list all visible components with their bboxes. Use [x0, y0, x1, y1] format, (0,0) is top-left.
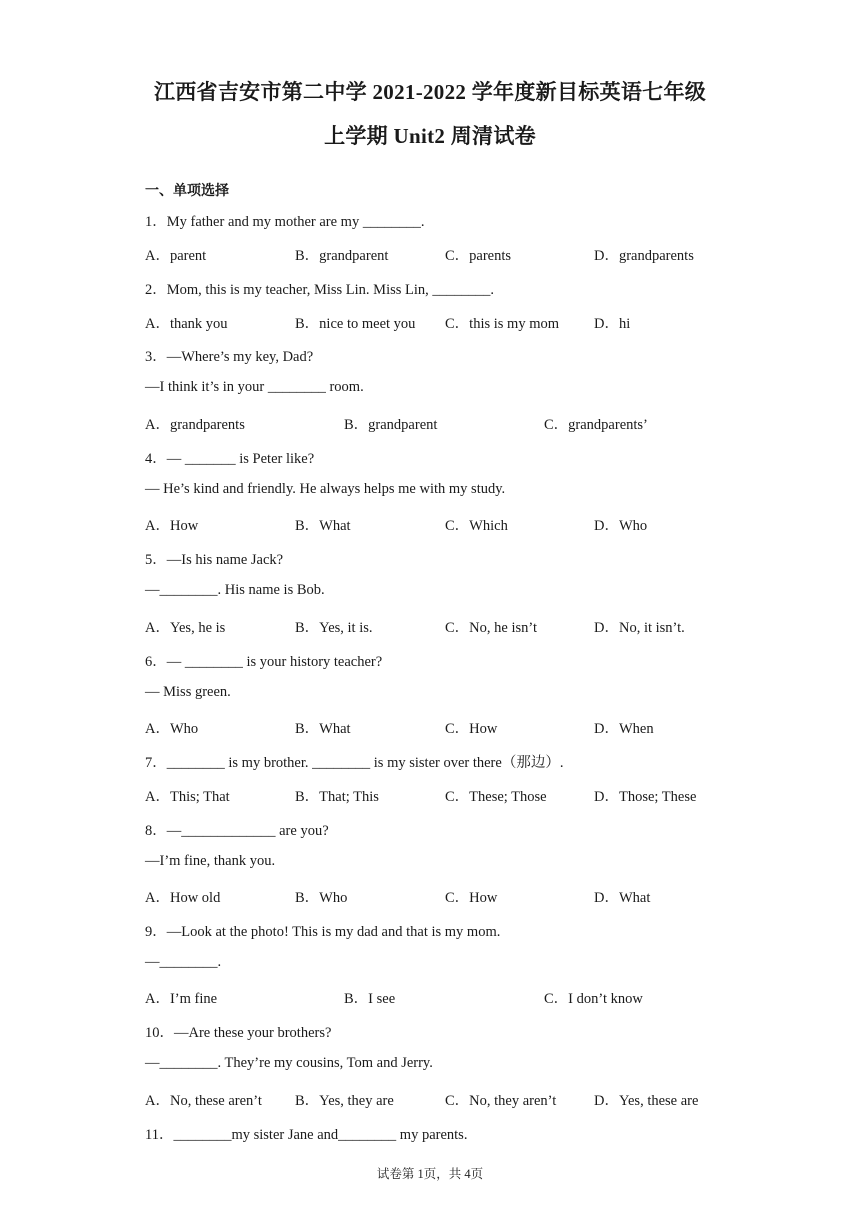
page-subtitle: 上学期 Unit2 周清试卷 [324, 124, 536, 148]
question-8: 8．—_____________ are you? [145, 823, 329, 839]
q8-option-d: D．What [594, 890, 651, 906]
q4-option-d: D．Who [594, 518, 648, 534]
q5-option-b: B．Yes, it is. [295, 620, 373, 636]
q4-option-c: C．Which [445, 518, 508, 534]
question-11: 11．________my sister Jane and________ my parents. [145, 1127, 468, 1143]
q5-option-d: D．No, it isn’t. [594, 620, 685, 636]
q10-option-b: B．Yes, they are [295, 1093, 394, 1109]
q4-option-a: A．How [145, 518, 199, 534]
question-9: 9．—Look at the photo! This is my dad and that is my mom. [145, 924, 501, 940]
q9-option-c: C．I don’t know [544, 991, 643, 1007]
question-1: 1．My father and my mother are my ________. [145, 214, 425, 230]
question-10-line-2: —________. They’re my cousins, Tom and Jerry. [145, 1055, 433, 1071]
question-5: 5．—Is his name Jack? [145, 552, 284, 568]
q1-option-c: C．parents [445, 248, 512, 264]
q9-option-b: B．I see [344, 991, 396, 1007]
q1-option-a: A．parent [145, 248, 207, 264]
section-heading: 一、单项选择 [145, 183, 229, 199]
q8-option-a: A．How old [145, 890, 221, 906]
q7-option-b: B．That; This [295, 789, 379, 805]
question-6: 6．— ________ is your history teacher? [145, 654, 383, 670]
q8-option-c: C．How [445, 890, 498, 906]
q3-option-a: A．grandparents [145, 417, 245, 433]
question-3: 3．—Where’s my key, Dad? [145, 349, 314, 365]
question-5-line-2: —________. His name is Bob. [145, 582, 325, 598]
q6-option-a: A．Who [145, 721, 199, 737]
question-4-line-2: — He’s kind and friendly. He always helps me with my study. [145, 481, 506, 497]
q4-option-b: B．What [295, 518, 351, 534]
question-2: 2．Mom, this is my teacher, Miss Lin. Miss Lin, ________. [145, 282, 495, 298]
q6-option-d: D．When [594, 721, 654, 737]
page-footer: 试卷第 1页，共 4页 [376, 1167, 484, 1181]
page-title: 江西省吉安市第二中学 2021-2022 学年度新目标英语七年级 [153, 80, 707, 104]
q10-option-a: A．No, these aren’t [145, 1093, 262, 1109]
q3-option-b: B．grandparent [344, 417, 438, 433]
q8-option-b: B．Who [295, 890, 348, 906]
q5-option-c: C．No, he isn’t [445, 620, 537, 636]
question-9-line-2: —________. [145, 954, 222, 970]
question-3-line-2: —I think it’s in your ________ room. [145, 379, 364, 395]
q2-option-d: D．hi [594, 316, 631, 332]
q3-option-c: C．grandparents’ [544, 417, 648, 433]
q1-option-b: B．grandparent [295, 248, 389, 264]
q7-option-c: C．These; Those [445, 789, 547, 805]
q10-option-c: C．No, they aren’t [445, 1093, 557, 1109]
q7-option-d: D．Those; These [594, 789, 697, 805]
q9-option-a: A．I’m fine [145, 991, 218, 1007]
q2-option-c: C．this is my mom [445, 316, 560, 332]
q1-option-d: D．grandparents [594, 248, 694, 264]
question-7: 7．________ is my brother. ________ is my sister over there（那边）. [145, 755, 564, 771]
q2-option-a: A．thank you [145, 316, 228, 332]
question-4: 4．— _______ is Peter like? [145, 451, 315, 467]
q10-option-d: D．Yes, these are [594, 1093, 699, 1109]
q2-option-b: B．nice to meet you [295, 316, 416, 332]
q6-option-c: C．How [445, 721, 498, 737]
q6-option-b: B．What [295, 721, 351, 737]
question-10: 10．—Are these your brothers? [145, 1025, 332, 1041]
question-8-line-2: —I’m fine, thank you. [145, 853, 276, 869]
q5-option-a: A．Yes, he is [145, 620, 226, 636]
question-6-line-2: — Miss green. [145, 684, 231, 700]
q7-option-a: A．This; That [145, 789, 230, 805]
